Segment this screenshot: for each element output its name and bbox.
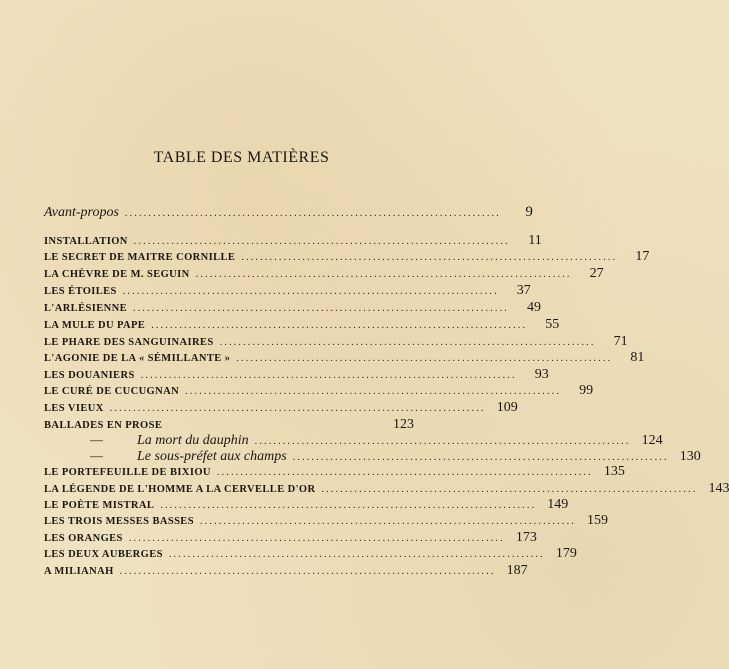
toc-entry-title: LE CURÉ DE CUCUGNAN [44, 386, 180, 397]
toc-entry-title: A MILIANAH [44, 566, 114, 577]
toc-entry-title: LA LÉGENDE DE L'HOMME A LA CERVELLE D'OR [44, 484, 316, 495]
toc-entry-title: L'ARLÉSIENNE [44, 303, 127, 314]
toc-entry [44, 497, 569, 513]
toc-entry-title: LA CHÈVRE DE M. SEGUIN [44, 269, 190, 280]
toc-entry-title: LE PHARE DES SANGUINAIRES [44, 337, 214, 348]
toc-entry-title: LES VIEUX [44, 403, 104, 414]
toc-page-number: 49 [527, 300, 541, 315]
toc-entry-title: LE PORTEFEUILLE DE BIXIOU [44, 467, 211, 478]
toc-entry-title: LES ÉTOILES [44, 286, 117, 297]
toc-entry [44, 448, 701, 464]
dot-leader: ................................................................................ [185, 386, 562, 397]
toc-entry-title: LES DOUANIERS [44, 370, 135, 381]
toc-entry-title: La mort du dauphin [137, 433, 249, 448]
toc-entry-title: BALLADES EN PROSE [44, 420, 163, 431]
toc-entry [44, 546, 577, 562]
toc-entry [44, 400, 518, 416]
toc-entry [44, 317, 560, 333]
toc-page-number: 71 [613, 334, 628, 349]
dot-leader: ................................................................................ [168, 549, 545, 560]
dot-leader: ................................................................................ [160, 500, 537, 511]
toc-entry [44, 464, 625, 480]
dot-leader: ................................................................................ [119, 566, 496, 577]
toc-page-number: 93 [534, 367, 549, 382]
toc-entry-title: LE SECRET DE MAITRE CORNILLE [44, 252, 236, 263]
dot-leader: ................................................................................ [241, 252, 618, 263]
page-title: TABLE DES MATIÈRES [153, 149, 330, 166]
toc-entry [44, 563, 528, 579]
toc-page-number: 124 [641, 433, 663, 448]
toc-entry [44, 530, 537, 546]
dot-leader: ................................................................................ [216, 467, 593, 478]
toc-page-number: 135 [603, 464, 625, 479]
dot-leader: ................................................................................ [195, 269, 572, 280]
toc-entry-title: INSTALLATION [44, 236, 128, 247]
toc-page-number: 9 [525, 204, 533, 220]
toc-entry [44, 367, 549, 383]
toc-entry [44, 432, 663, 448]
dot-leader: ................................................................................ [151, 320, 528, 331]
dot-leader: ................................................................................ [219, 337, 596, 348]
dot-leader: ................................................................................ [199, 516, 576, 527]
toc-page-number: 55 [545, 317, 560, 332]
dot-leader: ................................................................................ [133, 303, 509, 314]
dot-leader: ................................................................................ [292, 452, 669, 463]
sub-entry-dash: — [90, 432, 103, 447]
toc-entry-title: Avant-propos [44, 205, 119, 220]
toc-page-number: 179 [555, 546, 577, 561]
toc-entry [44, 513, 608, 529]
toc-page-number: 11 [528, 233, 542, 248]
dot-leader: ................................................................................ [254, 436, 631, 447]
toc-page-number: 27 [589, 266, 604, 281]
toc-entry [44, 233, 542, 249]
dot-leader: ................................................................................ [124, 208, 501, 219]
toc-page-number: 37 [516, 283, 531, 298]
toc-entry [44, 383, 594, 399]
toc-entry-title: LA MULE DU PAPE [44, 320, 146, 331]
dot-leader: ................................................................................ [109, 403, 486, 414]
toc-entry [44, 334, 628, 350]
sub-entry-dash: — [90, 448, 103, 463]
toc-entry-title: LES TROIS MESSES BASSES [44, 516, 194, 527]
toc-page-number: 109 [496, 400, 518, 415]
toc-page-number: 99 [579, 383, 594, 398]
toc-page-number: 81 [630, 350, 645, 365]
toc-entry-title: LE POÈTE MISTRAL [44, 500, 155, 511]
toc-page-number: 149 [547, 497, 569, 512]
toc-entry [44, 481, 729, 497]
dot-leader: ................................................................................ [128, 533, 505, 544]
toc-entry [44, 249, 650, 265]
toc-page-number: 143 [708, 481, 729, 496]
dot-leader: ................................................................................ [122, 286, 499, 297]
toc-entry [44, 350, 645, 366]
toc-page-number: 159 [586, 513, 608, 528]
toc-page-number: 130 [679, 449, 701, 464]
toc-entry [44, 417, 414, 433]
toc-page-number: 173 [515, 530, 537, 545]
toc-page-number: 17 [635, 249, 650, 264]
toc-entry [44, 283, 531, 299]
toc-entry [44, 204, 533, 220]
dot-leader: ................................................................................ [236, 353, 613, 364]
toc-entry-title: LES DEUX AUBERGES [44, 549, 163, 560]
toc-entry-title: L'AGONIE DE LA « SÉMILLANTE » [44, 353, 231, 364]
toc-entry [44, 266, 604, 282]
dot-leader: ................................................................................ [140, 370, 517, 381]
dot-leader: ................................................................................ [133, 236, 510, 247]
toc-entry-title: Le sous-préfet aux champs [137, 449, 287, 464]
toc-page-number: 123 [393, 417, 414, 432]
toc-entry [44, 300, 541, 316]
toc-page-number: 187 [506, 563, 528, 578]
dot-leader: ................................................................................ [321, 484, 698, 495]
toc-entry-title: LES ORANGES [44, 533, 123, 544]
